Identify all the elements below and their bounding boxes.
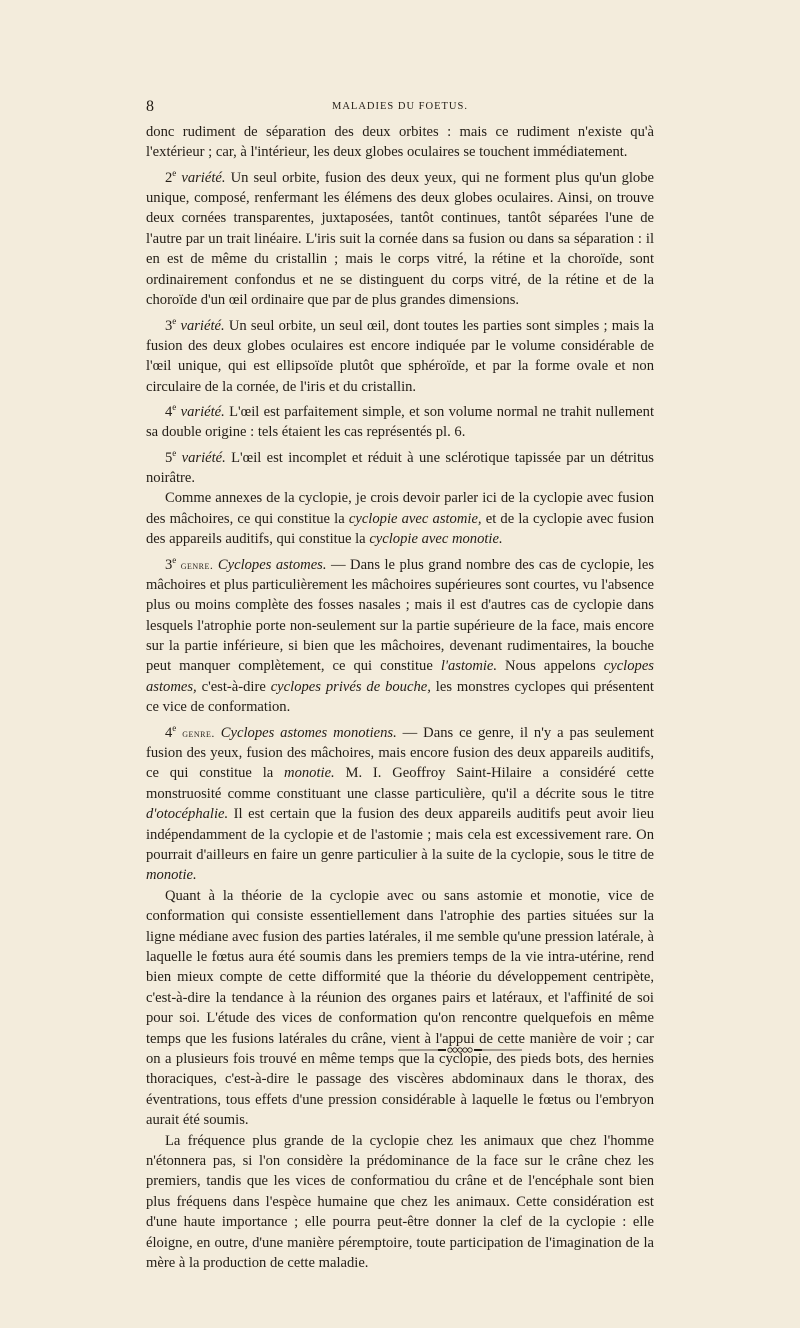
text-run: variété. <box>180 403 225 420</box>
paragraph-p0 <box>146 122 654 163</box>
paragraph-p9 <box>146 1131 654 1274</box>
text-run: Cyclopes astomes. <box>217 556 327 573</box>
text-run: cyclopie avec astomie, <box>348 510 482 527</box>
text-run: Il est certain que la fusion des deux appareils auditifs peut avoir lieu indépendamment de la cyclopie et de l'astomie ; mais cela est excessivement rare. On pourrait d'ailleurs en faire un genre particulier à la suite de la cyclopie, sous le titre de <box>146 806 654 863</box>
text-run: — Dans le plus grand nombre des cas de cyclopie, les mâchoires et plus particulièrement les mâchoires supérieures sont courtes, vu l'absence plus ou moins complète des fosses nasales ; mais il est d'autres cas de cyclopie dans lesquels l'atrophie porte non-seulement sur la partie supérieure de la face, mais encore sur la partie inférieure, si bien que les mâchoires, devenant rudimentaires, la bouche peut manquer complètement, ce qui constitue <box>146 556 654 675</box>
text-run: Un seul orbite, un seul œil, dont toutes les parties sont simples ; mais la fusion des deux globes oculaires est encore indiquée par le volume considérable de l'œil unique, qui est ellipsoïde plutôt que sphéroïde, et par la forme ovale et non circulaire de la cornée, de l'iris et du cristallin. <box>146 317 654 395</box>
text-run: Nous appelons <box>497 658 604 675</box>
text-run: d'otocéphalie. <box>146 806 229 823</box>
text-run: monotie. <box>146 867 197 884</box>
text-run: 2 <box>164 169 173 186</box>
text-run: e <box>172 167 177 178</box>
paragraph-p7 <box>146 718 654 886</box>
text-run: cyclopes privés de bouche, <box>270 678 431 695</box>
text-run: et de la cyclopie avec fusion des appareils auditifs, qui constitue la <box>146 510 655 548</box>
text-run: 4 <box>164 403 173 420</box>
text-run: variété. <box>181 449 226 466</box>
paragraph-p2 <box>146 311 654 397</box>
text-run: Cyclopes astomes monotiens. <box>220 724 397 741</box>
text-run: e <box>172 447 177 458</box>
text-run: cyclopes astomes, <box>146 658 654 695</box>
text-run: e <box>172 402 177 412</box>
text-run: e <box>172 554 177 565</box>
paragraph-p1 <box>146 163 654 311</box>
text-run: Comme annexes de la cyclopie, je crois devoir parler ici de la cyclopie avec fusion des mâchoires, ce qui constitue la <box>146 490 654 527</box>
text-run: 5 <box>164 449 173 466</box>
text-run: variété. <box>180 317 225 334</box>
text-run: 3 <box>164 556 173 573</box>
text-run: Un seul orbite, fusion des deux yeux, qui ne forment plus qu'un globe unique, composé, renfermant les élémens des deux globes oculaires. Ainsi, on trouve deux cornées transparentes, juxtaposées, tantôt continues, tantôt séparées l'une de l'autre par un trait linéaire. L'iris suit la cornée dans sa fusion ou dans sa séparation : il en est de même du cristallin ; mais le corps vitré, la rétine et la choroïde, sont ordinairement confondus et ne se distinguent du corps vitré, de la rétine et de la choroïde d'un œil ordinaire que par de plus grandes dimensions. <box>146 169 654 309</box>
paragraph-p6 <box>146 550 654 718</box>
paragraph-p8 <box>146 886 654 1131</box>
text-run: l'astomie. <box>440 658 498 675</box>
paragraph-p4 <box>146 443 654 489</box>
text-run: M. I. Geoffroy Saint-Hilaire a considéré cette monstruosité comme constituant une classe particulière, qu'il a décrite sous le titre <box>146 765 654 802</box>
text-run: e <box>172 315 177 326</box>
end-ornament-rule <box>398 1046 522 1054</box>
text-run: L'œil est parfaitement simple, et son volume normal ne trahit nullement sa double origine : tels étaient les cas représentés pl. 6. <box>146 403 655 441</box>
text-run: — Dans ce genre, il n'y a pas seulement fusion des yeux, fusion des mâchoires, mais encore fusion des deux appareils auditifs, ce qui constitue la <box>146 724 654 782</box>
text-run: donc rudiment de séparation des deux orbites : mais ce rudiment n'existe qu'à l'extérieur ; car, à l'intérieur, les deux globes oculaires se touchent immédiatement. <box>146 124 654 161</box>
text-run: cyclopie avec monotie. <box>369 531 503 548</box>
paragraph-p5 <box>146 488 654 549</box>
page-header <box>146 98 654 118</box>
text-run: 3 <box>164 317 173 334</box>
text-run: les monstres cyclopes qui présentent ce vice de conformation. <box>146 678 654 716</box>
text-run: genre. <box>182 725 215 740</box>
page-number: 8 <box>146 98 154 115</box>
text-run: genre. <box>180 557 214 572</box>
text-run: monotie. <box>284 765 335 782</box>
text-run: c'est-à-dire <box>196 678 271 695</box>
text-run: La fréquence plus grande de la cyclopie chez les animaux que chez l'homme n'étonnera pas, si l'on considère la prédominance de la face sur le crâne chez les premiers, tandis que les vices de conformatiou du crâne et de l'encéphale sont bien plus fréquens dans l'espèce humaine que chez les animaux. Cette considération est d'une haute importance ; elle pourra peut-être donner la clef de la cyclopie : elle éloigne, en outre, d'une manière péremptoire, toute participation de l'imagination de la mère à la production de cette maladie. <box>146 1132 654 1272</box>
text-run: Quant à la théorie de la cyclopie avec ou sans astomie et monotie, vice de conformation qui consiste essentiellement dans l'atrophie des parties situées sur la ligne médiane avec fusion des parties latérales, il me semble qu'une pression latérale, à laquelle le fœtus aura été soumis dans les premiers temps de la vie intra-utérine, rend bien mieux compte de cette difformité que la théorie du développement centripète, c'est-à-dire la tendance à la réunion des organes pairs et latéraux, et l'affinité de soi pour soi. L'étude des vices de conformation qu'on rencontre quelquefois en même temps que les fusions latérales du crâne, vient à l'appui de cette manière de voir ; car on a plusieurs fois trouvé en même temps que la cyclopie, des pieds bots, des hernies thoraciques, c'est-à-dire le passage des viscères abdominaux dans le thorax, des éventrations, tous effets d'une pression considérable à laquelle le fœtus ou l'embryon aurait été soumis. <box>146 887 654 1129</box>
paragraph-p3 <box>146 397 654 443</box>
text-run: 4 <box>164 724 173 741</box>
text-run: variété. <box>181 169 226 186</box>
text-run: e <box>172 722 177 733</box>
body-text <box>146 122 654 1274</box>
running-title: MALADIES DU FOETUS. <box>332 101 468 112</box>
text-run: L'œil est incomplet et réduit à une sclérotique tapissée par un détritus noirâtre. <box>146 449 654 486</box>
